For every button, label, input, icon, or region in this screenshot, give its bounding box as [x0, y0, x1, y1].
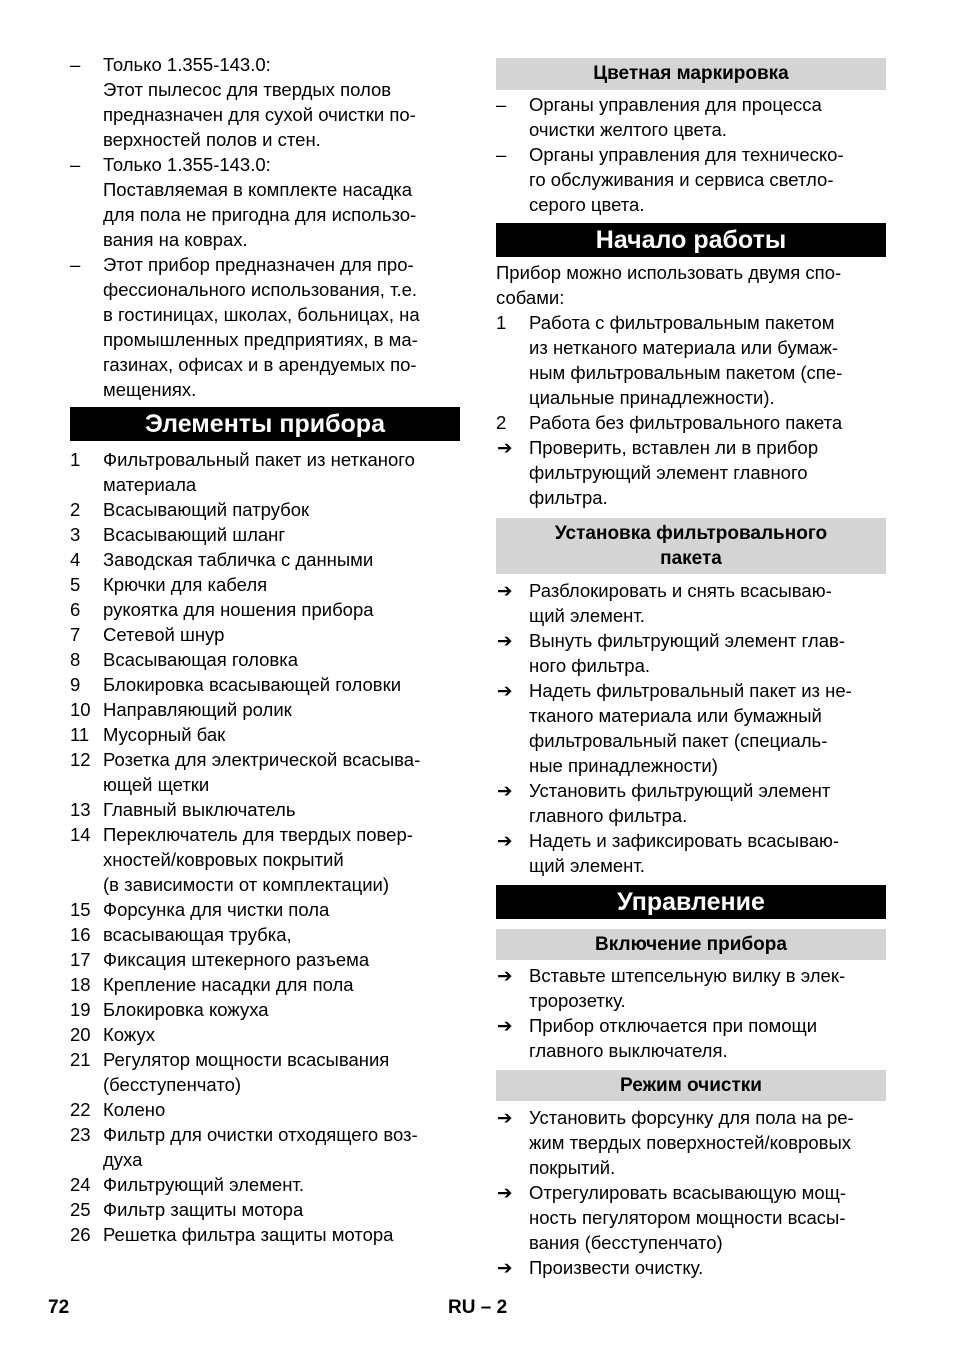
intro-list-item — [70, 152, 460, 252]
start-list — [496, 310, 886, 510]
list-item-text: Произвести очистку. — [529, 1257, 704, 1278]
list-marker: 3 — [70, 524, 81, 545]
install-step — [496, 778, 886, 828]
element-list-item — [70, 972, 460, 997]
list-item-text: Органы управления для процесса очистки желтого цвета. — [529, 94, 822, 140]
list-item-text: Всасывающая головка — [103, 649, 299, 670]
arrow-right-icon: ➔ — [497, 830, 513, 851]
section-heading-power: Включение прибора — [496, 929, 886, 960]
list-marker: 25 — [70, 1199, 91, 1220]
list-marker: 12 — [70, 749, 91, 770]
arrow-right-icon: ➔ — [497, 1182, 513, 1203]
list-item-text: Работа без фильтровального пакета — [529, 412, 843, 433]
install-step — [496, 578, 886, 628]
element-list-item — [70, 747, 460, 797]
intro-list-item — [70, 252, 460, 402]
element-list-item — [70, 1022, 460, 1047]
element-list-item — [70, 597, 460, 622]
list-marker: 6 — [70, 599, 81, 620]
start-list-item — [496, 410, 886, 435]
list-marker: 26 — [70, 1224, 91, 1245]
arrow-right-icon: ➔ — [497, 680, 513, 701]
element-list-item — [70, 447, 460, 497]
list-item-text: Фиксация штекерного разъема — [103, 949, 370, 970]
power-list — [496, 963, 886, 1063]
element-list-item — [70, 722, 460, 747]
intro-list — [70, 52, 460, 402]
list-item-text: Проверить, вставлен ли в прибор фильтрующий элемент главного фильтра. — [529, 437, 819, 508]
arrow-right-icon: ➔ — [497, 965, 513, 986]
list-item-text: Фильтр защиты мотора — [103, 1199, 304, 1220]
list-marker: 5 — [70, 574, 81, 595]
list-item-text: Разблокировать и снять всасываю- щий элемент. — [529, 580, 832, 626]
element-list-item — [70, 697, 460, 722]
arrow-right-icon: ➔ — [497, 1107, 513, 1128]
install-step — [496, 628, 886, 678]
list-item-text: Установить форсунку для пола на ре- жим твердых поверхностей/ковровых покрытий. — [529, 1107, 854, 1178]
arrow-right-icon: ➔ — [497, 580, 513, 601]
list-item-text: Только 1.355-143.0: Поставляемая в комплекте насадка для пола не пригодна для использо- вания на коврах. — [103, 154, 417, 250]
list-marker: 11 — [70, 724, 90, 745]
color-list-item — [496, 92, 886, 142]
list-item-text: Форсунка для чистки пола — [103, 899, 330, 920]
list-marker: 7 — [70, 624, 81, 645]
right-column — [496, 58, 886, 1280]
list-marker: 4 — [70, 549, 81, 570]
arrow-right-icon: ➔ — [497, 1015, 513, 1036]
list-item-text: Фильтровальный пакет из нетканого материала — [103, 449, 415, 495]
section-heading-clean: Режим очистки — [496, 1070, 886, 1101]
list-item-text: рукоятка для ношения прибора — [103, 599, 374, 620]
list-marker: 15 — [70, 899, 91, 920]
section-heading-install: Установка фильтровального пакета — [496, 518, 886, 574]
list-marker: 23 — [70, 1124, 91, 1145]
element-list-item — [70, 997, 460, 1022]
list-marker: – — [496, 144, 507, 165]
list-marker: 13 — [70, 799, 91, 820]
list-item-text: Крепление насадки для пола — [103, 974, 354, 995]
list-marker: 14 — [70, 824, 91, 845]
list-item-text: Прибор отключается при помощи главного выключателя. — [529, 1015, 818, 1061]
element-list-item — [70, 572, 460, 597]
list-item-text: Мусорный бак — [103, 724, 226, 745]
element-list-item — [70, 1172, 460, 1197]
elements-list — [70, 447, 460, 1247]
clean-step — [496, 1105, 886, 1180]
element-list-item — [70, 897, 460, 922]
install-step — [496, 828, 886, 878]
list-item-text: Отрегулировать всасывающую мощ- ность пегулятором мощности всасы- вания (бесступенчато) — [529, 1182, 847, 1253]
list-item-text: Заводская табличка с данными — [103, 549, 374, 570]
list-item-text: Колено — [103, 1099, 166, 1120]
list-item-text: Надеть и зафиксировать всасываю- щий элемент. — [529, 830, 840, 876]
list-item-text: Переключатель для твердых повер- хностей/ковровых покрытий (в зависимости от комплектации) — [103, 824, 413, 895]
section-heading-elements: Элементы прибора — [70, 407, 460, 441]
list-item-text: Блокировка кожуха — [103, 999, 269, 1020]
page-number: 72 — [48, 1297, 70, 1318]
start-list-item — [496, 435, 886, 510]
start-intro: Прибор можно использовать двумя спо- собами: — [496, 262, 842, 308]
list-item-text: всасывающая трубка, — [103, 924, 292, 945]
element-list-item — [70, 922, 460, 947]
list-item-text: Кожух — [103, 1024, 155, 1045]
list-marker: 24 — [70, 1174, 91, 1195]
element-list-item — [70, 1197, 460, 1222]
element-list-item — [70, 522, 460, 547]
list-marker: – — [70, 154, 81, 175]
list-marker: 8 — [70, 649, 81, 670]
list-marker: 2 — [496, 412, 507, 433]
element-list-item — [70, 672, 460, 697]
list-item-text: Сетевой шнур — [103, 624, 225, 645]
list-marker: 20 — [70, 1024, 91, 1045]
list-marker: 1 — [496, 312, 507, 333]
list-item-text: Вынуть фильтрующий элемент глав- ного фильтра. — [529, 630, 845, 676]
element-list-item — [70, 1222, 460, 1247]
element-list-item — [70, 1097, 460, 1122]
element-list-item — [70, 1122, 460, 1172]
list-item-text: Этот прибор предназначен для про- фессионального использования, т.е. в гостиницах, школах, больницах, на промышленных предприятиях, в ма- газинах, офисах и в арендуемых по- мещениях. — [103, 254, 420, 400]
element-list-item — [70, 647, 460, 672]
list-marker: 2 — [70, 499, 81, 520]
clean-list — [496, 1105, 886, 1280]
section-heading-start: Начало работы — [496, 223, 886, 257]
list-item-text: Крючки для кабеля — [103, 574, 268, 595]
install-list — [496, 578, 886, 878]
start-list-item — [496, 310, 886, 410]
arrow-right-icon: ➔ — [497, 1257, 513, 1278]
color-list-item — [496, 142, 886, 217]
list-item-text: Главный выключатель — [103, 799, 296, 820]
list-marker: 22 — [70, 1099, 91, 1120]
list-item-text: Работа с фильтровальным пакетом из нетканого материала или бумаж- ным фильтровальным пакетом (спе- циальные принадлежности). — [529, 312, 843, 408]
list-marker: 17 — [70, 949, 91, 970]
list-marker: 10 — [70, 699, 91, 720]
list-item-text: Решетка фильтра защиты мотора — [103, 1224, 394, 1245]
element-list-item — [70, 1047, 460, 1097]
list-marker: 21 — [70, 1049, 91, 1070]
list-item-text: Направляющий ролик — [103, 699, 292, 720]
power-step — [496, 963, 886, 1013]
list-marker: 9 — [70, 674, 81, 695]
list-item-text: Только 1.355-143.0: Этот пылесос для твердых полов предназначен для сухой очистки по- верхностей полов и стен. — [103, 54, 416, 150]
list-item-text: Фильтр для очистки отходящего воз- духа — [103, 1124, 418, 1170]
list-marker: 16 — [70, 924, 91, 945]
list-item-text: Всасывающий шланг — [103, 524, 286, 545]
install-step — [496, 678, 886, 778]
list-marker: – — [70, 254, 81, 275]
list-item-text: Надеть фильтровальный пакет из не- тканого материала или бумажный фильтровальный пакет (специаль- ные принадлежности) — [529, 680, 852, 776]
element-list-item — [70, 497, 460, 522]
list-marker: – — [496, 94, 507, 115]
arrow-right-icon: ➔ — [497, 780, 513, 801]
list-item-text: Установить фильтрующий элемент главного фильтра. — [529, 780, 831, 826]
color-list — [496, 92, 886, 217]
element-list-item — [70, 622, 460, 647]
list-item-text: Вставьте штепсельную вилку в элек- тророзетку. — [529, 965, 846, 1011]
arrow-right-icon: ➔ — [497, 630, 513, 651]
list-marker: 19 — [70, 999, 91, 1020]
list-item-text: Всасывающий патрубок — [103, 499, 310, 520]
clean-step — [496, 1255, 886, 1280]
list-item-text: Регулятор мощности всасывания (бесступенчато) — [103, 1049, 390, 1095]
intro-list-item — [70, 52, 460, 152]
list-item-text: Блокировка всасывающей головки — [103, 674, 402, 695]
left-column — [70, 52, 460, 1247]
section-heading-control: Управление — [496, 885, 886, 919]
element-list-item — [70, 947, 460, 972]
list-marker: 18 — [70, 974, 91, 995]
page-code: RU – 2 — [448, 1297, 508, 1318]
element-list-item — [70, 547, 460, 572]
section-heading-color: Цветная маркировка — [496, 58, 886, 90]
clean-step — [496, 1180, 886, 1255]
list-item-text: Розетка для электрической всасыва- ющей щетки — [103, 749, 421, 795]
list-marker: – — [70, 54, 81, 75]
element-list-item — [70, 822, 460, 897]
list-marker: 1 — [70, 449, 81, 470]
power-step — [496, 1013, 886, 1063]
list-item-text: Органы управления для техническо- го обслуживания и сервиса светло- серого цвета. — [529, 144, 844, 215]
arrow-right-icon: ➔ — [497, 437, 513, 458]
list-item-text: Фильтрующий элемент. — [103, 1174, 304, 1195]
element-list-item — [70, 797, 460, 822]
